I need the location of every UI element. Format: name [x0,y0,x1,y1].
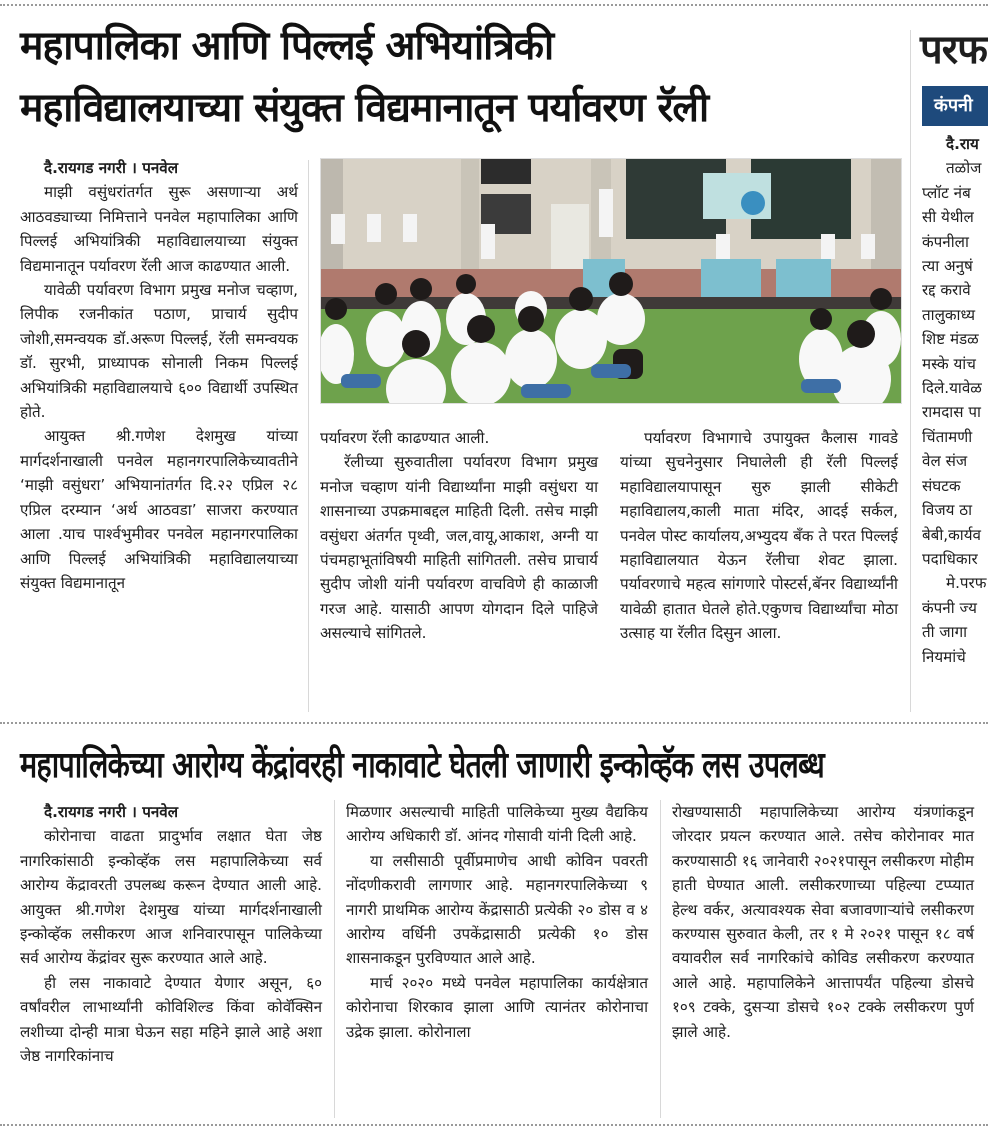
sidebar-line: दिले.यावेळ [922,379,982,398]
paragraph: माझी वसुंधरांतर्गत सुरू असणाऱ्या अर्थ आठवड्याच्या निमित्ताने पनवेल महापालिका आणि पिल्लई अभियांत्रिकी महाविद्यालयाच्या संयुक्त विद्यमानातून पर्यावरण रॅली आज काढण्यात आली. [20,183,298,275]
dateline: दै.रायगड नगरी । पनवेल [44,159,179,177]
sidebar-line: संघटक [922,476,961,495]
top-divider [0,4,988,6]
sidebar-line: पदाधिकार [922,549,978,568]
column-divider [910,30,911,712]
sidebar-line: शिष्ट मंडळ [922,330,979,349]
sidebar-line: त्या अनुषं [922,257,973,276]
article2-column-3 [672,800,974,1044]
paragraph: मार्च २०२० मध्ये पनवेल महापालिका कार्यक्षेत्रात कोरोनाचा शिरकाव झाला आणि त्यानंतर कोरोनाचा उद्रेक झाला. कोरोनाला [346,973,648,1041]
paragraph: कोरोनाचा वाढता प्रादुर्भाव लक्षात घेता जेष्ठ नागरिकांसाठी इन्कोव्हॅक लस महापालिकेच्या सर्व आरोग्य केंद्रावरती उपलब्ध करून देण्यात आली आहे. आयुक्त श्री.गणेश देशमुख यांच्या मार्गदर्शनाखाली इन्कोव्हॅक लसीकरण आज शनिवारपासून पालिकेच्या सर्व आरोग्य केंद्रांवर सुरू करण्यात आले आहे. [20,827,322,968]
paragraph: मिळणार असल्याची माहिती पालिकेच्या मुख्य वैद्यकिय आरोग्य अधिकारी डॉ. आंनद गोसावी यांनी दिली आहे. [346,803,648,846]
sidebar-dateline: दै.राय [946,135,979,153]
sidebar-line: नियमांचे [922,647,966,666]
column-divider [308,160,309,712]
sidebar-line: बेबी,कार्यव [922,525,981,544]
photo-icon [321,159,901,403]
article1-headline-line2: महाविद्यालयाच्या संयुक्त विद्यमानातून पर्यावरण रॅली [20,85,709,131]
article1-column-3 [620,426,898,646]
dateline: दै.रायगड नगरी । पनवेल [44,803,179,821]
paragraph: या लसीसाठी पूर्वीप्रमाणेच आधी कोविन पवरती नोंदणीकरावी लागणार आहे. महानगरपालिकेच्या ९ नागरी प्राथमिक आरोग्य केंद्रासाठी प्रत्येकी २० डोस व ४ आरोग्य वर्धिनी उपकेंद्रासाठी प्रत्येकी १० डोस शासनाकडून पुरविण्यात आले आहे. [346,851,648,968]
paragraph: पर्यावरण विभागाचे उपायुक्त कैलास गावडे यांच्या सुचनेनुसार निघालेली ही रॅली पिल्लई महाविद्यालयापासून सुरु झाली सीकेटी महाविद्यालय,काली माता मंदिर, आदई सर्कल, पनवेल पोस्ट कार्यालय,अभ्युदय बँक ते परत पिल्लई महाविद्यालयात येऊन रॅलीचा शेवट झाला. पर्यावरणाचे महत्व सांगणारे पोस्टर्स,बॅनर विद्यार्थ्यांनी यावेळी हातात घेतले होते.एकुणच विद्यार्थ्यांचा मोठा उत्साह या रॅलीत दिसुन आला. [620,429,898,643]
sidebar-line: तालुकाध्य [922,305,976,324]
sidebar-line: रद्द करावे [922,281,971,300]
sidebar-subhead-band: कंपनी [922,86,988,126]
section-divider [0,722,988,724]
sidebar-line: तळोज [946,159,982,178]
column-divider [660,800,661,1118]
sidebar-headline: परफ [920,27,987,73]
paragraph: रोखण्यासाठी महापालिकेच्या आरोग्य यंत्रणांकडून जोरदार प्रयत्न करण्यात आले. तसेच कोरोनावर मात करण्यासाठी १६ जानेवारी २०२१पासून लसीकरण मोहीम हाती घेण्यात आली. लसीकरणाच्या पहिल्या टप्प्यात हेल्थ वर्कर, अत्यावश्यक सेवा बजावणाऱ्यांचे लसीकरण करण्यास सुरुवात केली, तर १ मे २०२१ पासून १८ वर्ष वयावरील सर्व नागरिकांचे कोविड लसीकरण करण्यात आले आहे. महापालिकेने आत्तापर्यंत पहिल्या डोसचे १०९ टक्के, दुसऱ्या डोसचे १०२ टक्के लसीकरण पुर्ण झाले आहे. [672,803,974,1041]
sidebar-line: प्लॉट नंब [922,183,971,202]
article1-column-1 [20,156,298,595]
article1-headline-line1: महापालिका आणि पिल्लई अभियांत्रिकी [20,23,554,69]
sidebar-line: विजय ठा [922,501,973,520]
sidebar-line: ती जागा [922,623,968,642]
sidebar-line: मे.परफ [946,574,987,593]
sidebar-line: मस्के यांच [922,354,976,373]
bottom-divider [0,1124,988,1126]
sidebar-line: कंपनीला [922,232,969,251]
column-divider [334,800,335,1118]
sidebar-column [922,132,988,669]
article2-column-2 [346,800,648,1044]
article1-column-2 [320,426,598,646]
sidebar-line: कंपनी ज्य [922,598,977,617]
article1-photo [320,158,902,404]
sidebar-line: चिंतामणी [922,427,973,446]
paragraph: ही लस नाकावाटे देण्यात येणार असून, ६० वर्षांवरील लाभार्थ्यांनी कोविशिल्ड किंवा कोवॅक्सिन लशीच्या दोन्ही मात्रा घेऊन सहा महिने झाले आहे अशा जेष्ठ नागरिकांनाच [20,973,322,1066]
sidebar-line: रामदास पा [922,403,981,422]
article2-headline: महापालिकेच्या आरोग्य केंद्रांवरही नाकावाटे घेतली जाणारी इन्कोव्हॅक लस उपलब्ध [20,745,824,786]
sidebar-line: सी येथील [922,208,974,227]
paragraph: रॅलीच्या सुरुवातीला पर्यावरण विभाग प्रमुख मनोज चव्हाण यांनी विद्यार्थ्यांना माझी वसुंधरा या शासनाच्या उपक्रमाबद्दल माहिती दिली. तसेच माझी वसुंधरा अंतर्गत पृथ्वी, जल,वायू,आकाश, अग्नी या पंचमहाभूतांविषयी माहिती सांगितली. तसेच प्राचार्य सुदीप जोशी यांनी पर्यावरण वाचविणे ही काळाजी गरज आहे. यासाठी आपण योगदान दिले पाहिजे असल्याचे सांगितले. [320,453,598,643]
paragraph: यावेळी पर्यावरण विभाग प्रमुख मनोज चव्हाण, लिपीक रजनीकांत पठाण, प्राचार्य सुदीप जोशी,समन्वयक डॉ.अरूण पिल्लई, रॅली समन्वयक डॉ. सुरभी, प्राध्यापक सोनाली निकम पिल्लई अभियांत्रिकी महाविद्यालयाचे ६०० विद्यार्थी उपस्थित होते. [20,281,298,422]
article2-column-1 [20,800,322,1068]
paragraph: पर्यावरण रॅली काढण्यात आली. [320,429,490,447]
sidebar-line: वेल संज [922,452,968,471]
paragraph: आयुक्त श्री.गणेश देशमुख यांच्या मार्गदर्शनाखाली पनवेल महानगरपालिकेच्यावतीने ‘माझी वसुंधरा’ अभियानांतर्गत दि.२२ एप्रिल २८ एप्रिल दरम्यान ‘अर्थ आठवडा’ साजरा करण्यात आला .याच पार्श्वभुमीवर पनवेल महानगरपालिका आणि पिल्लई अभियांत्रिकी महाविद्यालयाच्या संयुक्त विद्यमानातून [20,427,298,592]
